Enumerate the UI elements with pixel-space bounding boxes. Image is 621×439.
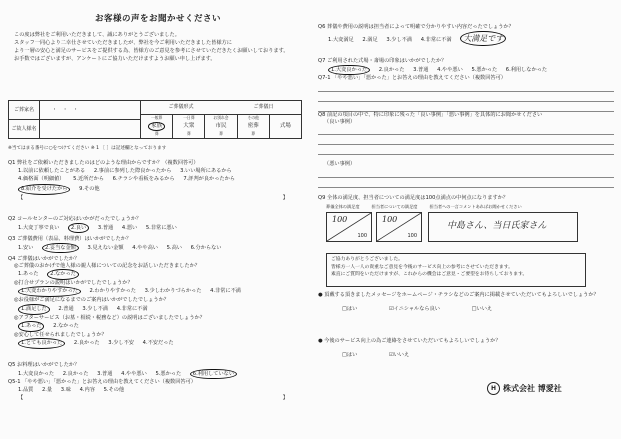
option-selected[interactable]: 2.良い <box>68 223 89 234</box>
option-selected[interactable]: 1.あった <box>18 321 44 332</box>
option-selected[interactable]: 2.妥当な金額 <box>42 243 79 254</box>
customer-info-box <box>8 100 302 139</box>
left-column <box>8 6 308 63</box>
question-options <box>318 351 614 360</box>
answer-lines[interactable] <box>318 82 614 112</box>
checkbox-option-checked[interactable]: ☑イニシャルなら良い <box>388 305 440 312</box>
option[interactable]: 7.評判が良かったから <box>183 176 235 183</box>
funeral-form-label: ご葬儀形式 <box>168 104 194 111</box>
question-7 <box>318 58 614 112</box>
type-top: 一日葬 <box>183 115 195 121</box>
sub-question: ◎安心して任せられましたでしょうか？ <box>14 331 107 338</box>
question-label: Q4 ご葬儀はいかがでしたか？ <box>8 256 80 262</box>
question-options <box>8 167 308 196</box>
question-options <box>8 286 308 297</box>
type-bot: 葬 <box>251 131 256 137</box>
question-5 <box>8 362 308 401</box>
option[interactable]: 1.品質 <box>18 386 34 393</box>
intro-line: この度は弊社をご利用いただきまして、誠にありがとうございました。 <box>14 31 180 38</box>
good-example-label: （良い事例） <box>324 118 356 125</box>
option[interactable]: 3.少しわかりづらかった <box>144 288 202 295</box>
intro-line: スタッフ一同心より二幸仕させていただきましたが、弊社を今ご利用いただきました皆様方に <box>14 39 232 46</box>
option[interactable]: 3.いい場所にあるから <box>180 167 232 174</box>
info-values <box>40 101 141 138</box>
option[interactable]: 1.大変良かった <box>18 370 55 377</box>
option[interactable]: 4.価格面（明細値） <box>18 176 65 183</box>
option[interactable]: 2.満足 <box>362 36 378 43</box>
question-1 <box>8 160 308 202</box>
option[interactable]: 1.以前に依頼したことがある <box>18 167 86 174</box>
option[interactable]: 3.少し不満 <box>386 36 413 43</box>
option-selected[interactable]: 1.大変わかりやすかった <box>18 286 81 297</box>
option-selected[interactable]: 1.大変良かった <box>328 65 370 76</box>
type-mid: 密葬 <box>247 123 259 130</box>
funeral-date-label: ご葬儀日 <box>253 104 274 111</box>
option[interactable]: 3.普通 <box>97 224 114 231</box>
option-selected[interactable]: 8.紹介を受けたから <box>18 184 70 195</box>
staff-comment-box[interactable] <box>428 212 578 242</box>
staff-score-box[interactable] <box>376 212 422 242</box>
checkbox-option[interactable]: □はい <box>342 351 358 358</box>
question-label: Q9 全体の満足度、担当者についての満足度は100点満点の中何点になりますか？ <box>318 195 509 201</box>
option[interactable]: 4.不安だった <box>142 340 174 347</box>
option[interactable]: 4.非常に不満 <box>116 305 148 312</box>
question-9 <box>318 195 614 209</box>
option[interactable]: 3.少し不安 <box>108 340 134 347</box>
option[interactable]: 1.あった <box>18 271 39 277</box>
option[interactable]: 1.大変満足 <box>328 36 354 43</box>
staff-score-header: 担当者についての満足度 <box>371 203 418 209</box>
funeral-type-table <box>141 101 301 138</box>
option[interactable]: 1.大変丁寧で良い <box>18 224 60 231</box>
option[interactable]: 4.非常に不満 <box>210 288 241 295</box>
type-mid: 大衆 <box>183 123 195 130</box>
option[interactable]: 4.やや悪い <box>437 66 463 73</box>
company-mark-icon: H <box>487 382 500 395</box>
question-options <box>318 305 614 314</box>
instruction-note: ※当てはまる番号に○をつけてください ※ 1 ［ ］は記述欄となっております <box>8 146 167 151</box>
option-selected[interactable]: 1.とても良かった <box>18 338 65 349</box>
option-selected[interactable]: 6.利用していない <box>190 369 237 380</box>
customer-label: ご葬家名 <box>9 101 39 120</box>
option[interactable]: 6.利用しなかった <box>505 66 548 73</box>
option[interactable]: 6.分からない <box>190 244 222 251</box>
staff-comment-value: 中島さん、当日氏家さん <box>447 221 547 231</box>
option[interactable]: 3.少し不満 <box>82 305 109 312</box>
question-publish-consent <box>318 292 614 313</box>
funeral-type-option[interactable] <box>173 115 205 138</box>
option[interactable]: 4.非常に不満 <box>420 36 452 43</box>
type-top: 一般葬 <box>150 114 163 120</box>
thanks-line: 皆様方一人一人の貴重なご意見を今後のサービス向上の参考にさせていただきます。 <box>331 264 513 270</box>
type-mid: 市民 <box>215 123 227 130</box>
sub-question: Q5-1 「やや悪い」「悪かった」とお答えの理由を教えてください（複数回答可） <box>8 379 196 386</box>
score-denominator: 100 <box>407 232 417 239</box>
option[interactable]: 2.事前に参列した際良かったから <box>93 167 172 174</box>
type-mid: 家族 <box>148 122 165 131</box>
question-options <box>8 386 308 395</box>
funeral-type-grid <box>141 115 301 138</box>
staff-score-value: 100 <box>382 215 398 224</box>
option[interactable]: 1.安い <box>18 244 34 251</box>
type-top: お別れ会 <box>213 115 229 121</box>
checkbox-option-checked[interactable]: ☑いいえ <box>388 351 410 358</box>
checkbox-option[interactable]: □はい <box>342 305 358 312</box>
free-text-bracket[interactable]: 【 】 <box>18 394 288 401</box>
customer-name-field[interactable]: ・ ・ ・ <box>40 101 140 120</box>
option[interactable]: 2.なかった <box>53 323 79 330</box>
thank-you-box <box>326 253 586 287</box>
answer-lines[interactable] <box>318 125 614 155</box>
sub-question: ◎ご葬儀のおかげで他人様の親人様についての記念をお話しいただきましたか？ <box>14 262 200 269</box>
bad-example-label: （悪い事例） <box>324 161 356 167</box>
option[interactable]: 4.悪い <box>121 224 138 231</box>
intro-line: お手数ではございますが、アンケートにご協力いただけますようお願い申し上げます。 <box>14 55 216 62</box>
company-logo <box>487 382 562 395</box>
overall-score-box[interactable] <box>326 212 372 242</box>
question-label: Q8 前記の項目の中で、特に印象に残った「良い事例」「悪い事例」を具体的にお聞かせください <box>318 112 543 118</box>
question-options <box>318 31 614 47</box>
funeral-type-option[interactable] <box>238 115 270 138</box>
question-label: Q3 ご葬儀費用（表品、料理費）はいかがでしたか？ <box>8 236 132 242</box>
type-mid: 式場 <box>279 123 291 130</box>
thanks-line: ご協力ありがとうございました。 <box>331 257 403 262</box>
sub-question: ◎打合せプランの説明はいかがでしたでしょうか？ <box>14 279 133 286</box>
option[interactable]: 5.非常に悪い <box>145 224 177 231</box>
intro-text <box>8 31 308 63</box>
checkbox-option[interactable]: □いいえ <box>471 305 493 312</box>
deceased-name-field[interactable] <box>40 120 140 138</box>
option[interactable]: 9.その他 <box>79 186 100 193</box>
question-options <box>8 223 308 234</box>
type-bot: 葬 <box>186 131 191 137</box>
info-labels <box>9 101 40 138</box>
question-2 <box>8 216 308 233</box>
option[interactable]: 5.高い <box>166 244 182 251</box>
question-options <box>8 304 308 315</box>
option[interactable]: 5.悪かった <box>155 370 182 377</box>
question-options <box>8 338 308 349</box>
question-4 <box>8 256 308 349</box>
question-label: Q7 ご利用された式場・斎場の印象はいかがでしたか？ <box>318 58 447 64</box>
company-name: 株式会社 博愛社 <box>503 383 562 393</box>
question-label: Q5 お料理はいかがでしたか？ <box>8 362 80 368</box>
question-label: Q1 弊社をご依頼いただきましたのはどのような理由からですか？（複数回答可） <box>8 160 199 166</box>
comment-header: 担当者への一言コメントあればお聞かせください <box>429 203 522 209</box>
question-3 <box>8 236 308 253</box>
option-selected[interactable]: 2.なかった <box>47 269 79 280</box>
funeral-type-option[interactable] <box>141 115 173 138</box>
option[interactable]: 5.その他 <box>103 386 125 393</box>
option[interactable]: 4.やや悪い <box>121 370 147 377</box>
funeral-type-option[interactable] <box>270 115 301 138</box>
score-headers <box>318 204 614 209</box>
option[interactable]: 4.内容 <box>79 386 95 393</box>
question-options <box>8 243 308 254</box>
option[interactable]: 3.味 <box>60 386 71 393</box>
question-6 <box>318 24 614 46</box>
question-8 <box>318 112 614 188</box>
option[interactable]: 3.見えない金額 <box>87 244 124 251</box>
sub-question: ◎お役様がご満足になるまでのご案内はいかがでしたでしょうか？ <box>14 297 169 304</box>
sub-question: Q7-1 「やや悪い」「悪かった」とお答えの理由を教えてください（複数回答可） <box>318 75 506 82</box>
question-options <box>8 321 308 332</box>
answer-lines[interactable] <box>318 168 614 188</box>
question-options <box>8 269 308 280</box>
option[interactable]: 3.普通 <box>413 66 429 73</box>
funeral-type-header <box>141 101 301 115</box>
question-contact-consent <box>318 338 614 359</box>
question-label: ● 今後のサービス向上の為ご連絡をさせていただいてもよろしいでしょうか？ <box>318 338 501 344</box>
type-bot: 葬 <box>219 131 223 137</box>
option[interactable]: 2.良かった <box>73 340 100 347</box>
overall-score-value: 100 <box>332 215 348 224</box>
option[interactable]: 5.近所だから <box>73 176 104 183</box>
question-label: Q6 葬儀や費用の説明は担当者によって明確で分かりやすい内容だったでしょうか？ <box>318 24 514 30</box>
handwritten-answer: 大満足です <box>460 31 506 47</box>
question-label: ● 頂戴する頂きましたメッセージをホームページ・チラシなどのご案内に掲載させていただいてもよろしいでしょうか？ <box>318 292 599 298</box>
sub-question: ◎アフターサービス（お墓・相続・税務など）の説明はございましたでしょうか？ <box>14 314 205 321</box>
type-bot: 葬 <box>154 131 159 137</box>
form-title: お客様の声をお聞かせください <box>94 14 221 24</box>
question-options <box>8 369 308 380</box>
intro-line: より一層の安心と満足のサービスをご提供する為、皆様方のご意見を参考にさせていただきたくお願いしております。 <box>14 47 289 54</box>
option[interactable]: 3.普通 <box>97 370 113 377</box>
overall-score-header: 葬儀全体の満足度 <box>326 203 360 209</box>
option-selected[interactable]: 1.満足した <box>18 304 50 315</box>
option[interactable]: 2.普通 <box>58 305 74 312</box>
question-options <box>318 65 614 76</box>
type-top: その他 <box>247 115 259 121</box>
option[interactable]: 2.良かった <box>378 66 405 73</box>
score-denominator: 100 <box>357 232 367 239</box>
deceased-label: ご故人様名 <box>11 125 37 132</box>
option[interactable]: 5.悪かった <box>471 66 498 73</box>
option[interactable]: 2.量 <box>41 386 53 393</box>
funeral-type-option[interactable] <box>205 115 237 138</box>
option[interactable]: 6.チラシや看板をみるから <box>112 176 175 183</box>
option[interactable]: 4.やや高い <box>132 244 158 251</box>
option[interactable]: 2.わかりやすかった <box>89 288 136 295</box>
free-text-bracket[interactable]: 【 】 <box>18 195 288 202</box>
question-label: Q2 コールセンターのご対応はいかがだったでしょうか？ <box>8 216 142 222</box>
option[interactable]: 2.良かった <box>62 370 89 377</box>
thanks-line: 素直にご質問をいただけますが、これからの機会はご意見・ご要望をお待ちしております。 <box>331 272 528 278</box>
